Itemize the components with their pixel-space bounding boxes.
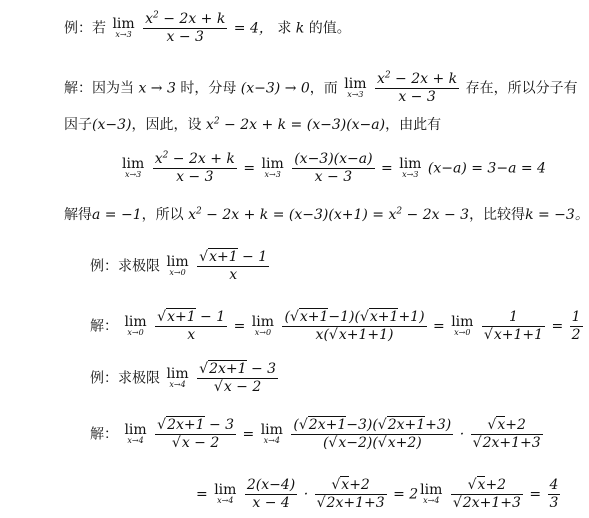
solution-1-equation: lim x→3 $\frac{x^2 - 2x + k}{x - 3}$ = lim x→3 $\frac{(x-3)(x-a)}{x - 3}$ = lim x→3 (x−a) = 3−a = 4 — [122, 150, 546, 185]
solution-2: 解： lim x→0 $\frac{√x+1 - 1}{x}$ = lim x→0 $\frac{(√x+1-1)(√x+1+1)}{x(√x+1+1)}$ = lim x→0 $\frac{1}{√x+1+1}$ = $\frac{1}{2}$ — [90, 309, 581, 343]
example-3-label: 例：求极限 — [90, 370, 160, 387]
solution-1-result: 解得a = −1，所以 $x^2 - 2x + k = (x-3)(x+1) = x^2 - 2x - 3$，比较得k = −3。 — [64, 206, 589, 223]
solution-2-label: 解： — [90, 318, 118, 335]
solution-1-line-2: 因子(x−3)，因此，设 $x^2 - 2x + k = (x-3)(x-a)$，由此有 — [64, 116, 442, 133]
example-1: 例：若 lim x→3 $\frac{x^2 - 2x + k}{x - 3}$ = 4， 求 k 的值。 — [64, 10, 351, 45]
limit-operator: lim x→3 — [112, 16, 135, 39]
solution-3-line-2: = lim x→4 $\frac{2(x-4)}{x - 4}$ · $\frac{√x+2}{√2x+1+3}$ = 2 lim x→4 $\frac{√x+2}{√2x+1+3}$ = $\frac{4}{3}$ — [196, 477, 559, 511]
solution-3-line-1: 解： lim x→4 $\frac{√2x+1 - 3}{√x - 2}$ = lim x→4 $\frac{(√2x+1-3)(√2x+1+3)}{(√x-2)(√x+2)}$ · $\frac{√x+2}{√2x+1+3}$ — [90, 417, 541, 451]
solution-3-label: 解： — [90, 426, 118, 443]
solution-1-label: 解：因为当 — [64, 80, 134, 97]
solution-1-line-1: 解：因为当 x → 3 时，分母 (x−3) → 0，而 lim x→3 $\frac{x^2 - 2x + k}{x - 3}$ 存在，所以分子有 — [64, 70, 578, 105]
example-1-label: 例：若 — [64, 20, 106, 37]
example-2-label: 例：求极限 — [90, 258, 160, 275]
example-2: 例：求极限 lim x→0 $\frac{√x+1 - 1}{x}$ — [90, 249, 268, 283]
fraction: $\frac{x^2 - 2x + k}{x - 3}$ — [145, 10, 226, 45]
example-3: 例：求极限 lim x→4 $\frac{√2x+1 - 3}{√x - 2}$ — [90, 361, 277, 395]
